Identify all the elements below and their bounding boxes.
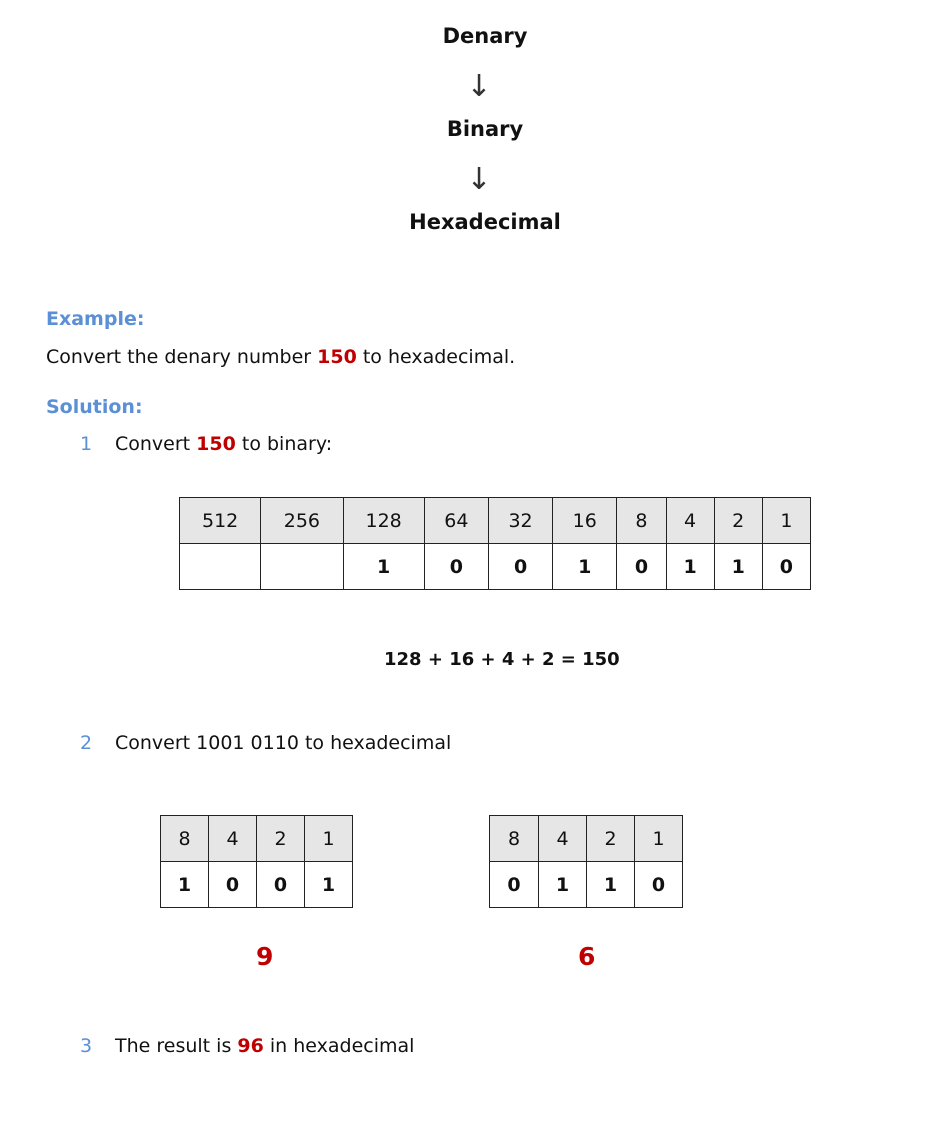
nibble1-table — [160, 815, 353, 908]
step3-text-before: The result is — [115, 1035, 238, 1057]
bit-cell: 0 — [617, 544, 666, 590]
place-value-cell: 1 — [762, 498, 810, 544]
step1-text — [115, 433, 332, 455]
hex-digit-2: 6 — [578, 942, 596, 971]
flow-binary: Binary — [446, 117, 524, 141]
arrow-down-icon: ↓ — [466, 69, 492, 104]
place-value-cell: 4 — [666, 498, 714, 544]
result-number: 96 — [237, 1035, 264, 1057]
bit-cell: 0 — [257, 862, 305, 908]
bit-cell: 1 — [305, 862, 353, 908]
bit-cell: 1 — [553, 544, 617, 590]
place-value-cell: 2 — [714, 498, 762, 544]
example-text — [46, 346, 515, 368]
place-value-cell: 4 — [209, 816, 257, 862]
bit-cell: 1 — [666, 544, 714, 590]
bit-cell: 1 — [343, 544, 424, 590]
place-value-cell: 2 — [257, 816, 305, 862]
place-value-cell: 1 — [305, 816, 353, 862]
flow-denary: Denary — [442, 24, 528, 48]
hex-digit-1: 9 — [256, 942, 274, 971]
bit-cell: 0 — [762, 544, 810, 590]
nibble2-table — [489, 815, 683, 908]
example-text-after: to hexadecimal. — [356, 346, 516, 368]
step1-text-before: Convert — [115, 433, 197, 455]
bit-cell: 1 — [587, 862, 635, 908]
solution-heading: Solution: — [46, 396, 143, 418]
place-value-cell: 4 — [539, 816, 587, 862]
example-text-before: Convert the denary number — [46, 346, 318, 368]
place-value-cell: 256 — [261, 498, 343, 544]
place-value-cell: 1 — [635, 816, 683, 862]
example-heading: Example: — [46, 308, 145, 330]
flow-hexadecimal: Hexadecimal — [409, 210, 561, 234]
example-number: 150 — [317, 346, 357, 368]
bit-cell — [261, 544, 343, 590]
bit-cell: 0 — [424, 544, 488, 590]
step2-text: Convert 1001 0110 to hexadecimal — [115, 732, 452, 754]
step3-text — [115, 1035, 414, 1057]
place-value-cell: 8 — [490, 816, 539, 862]
arrow-down-icon: ↓ — [466, 162, 492, 197]
sum-equation: 128 + 16 + 4 + 2 = 150 — [384, 649, 620, 670]
step-number: 1 — [80, 433, 93, 455]
step-number: 3 — [80, 1035, 93, 1057]
step-number: 2 — [80, 732, 93, 754]
place-value-cell: 32 — [488, 498, 552, 544]
bit-cell: 0 — [635, 862, 683, 908]
step1-number: 150 — [196, 433, 236, 455]
place-value-cell: 8 — [161, 816, 209, 862]
bit-cell — [180, 544, 261, 590]
bit-cell: 1 — [539, 862, 587, 908]
place-value-cell: 512 — [180, 498, 261, 544]
step1-text-after: to binary: — [235, 433, 333, 455]
bit-cell: 0 — [488, 544, 552, 590]
bit-cell: 0 — [490, 862, 539, 908]
binary-table — [179, 497, 811, 590]
place-value-cell: 2 — [587, 816, 635, 862]
place-value-cell: 8 — [617, 498, 666, 544]
place-value-cell: 16 — [553, 498, 617, 544]
place-value-cell: 128 — [343, 498, 424, 544]
place-value-cell: 64 — [424, 498, 488, 544]
bit-cell: 1 — [714, 544, 762, 590]
bit-cell: 1 — [161, 862, 209, 908]
step3-text-after: in hexadecimal — [263, 1035, 415, 1057]
bit-cell: 0 — [209, 862, 257, 908]
